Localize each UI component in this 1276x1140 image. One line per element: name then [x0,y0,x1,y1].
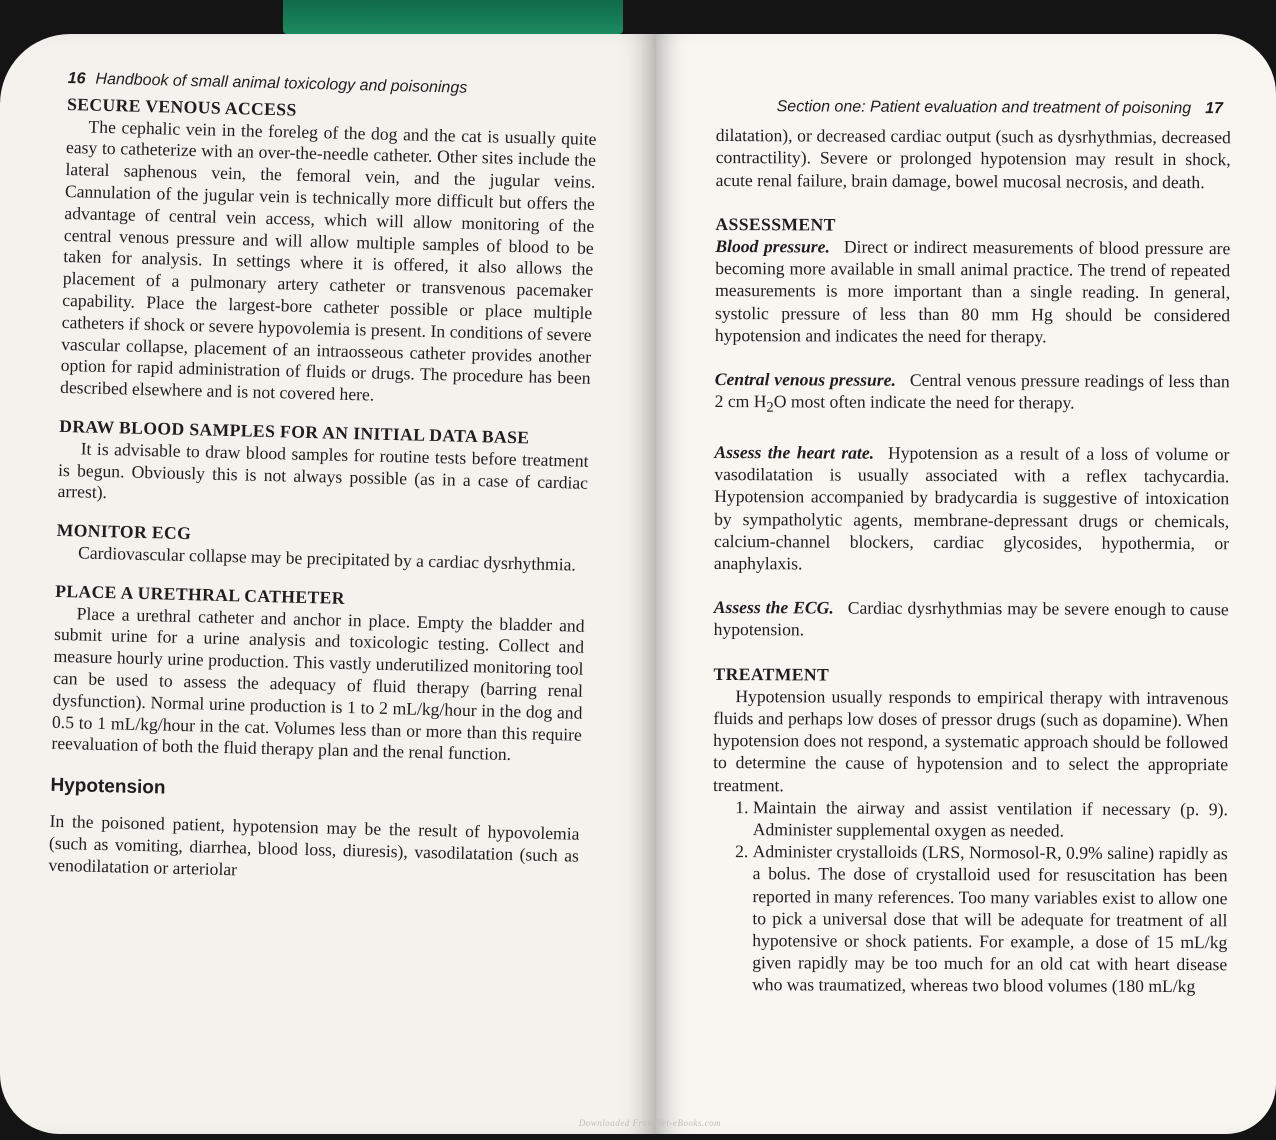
section-treatment [712,663,1228,998]
section-heading: DRAW BLOOD SAMPLES FOR AN INITIAL DATA BASE [59,415,530,448]
section-heading: SECURE VENOUS ACCESS [66,93,297,120]
right-page [656,34,1276,1134]
section-text: It is advisable to draw blood samples for routine tests before treatment is begun. Obviously this is not always possible (as in a case of cardiac arrest). [57,438,589,503]
cvp-text-a: Central venous pressure readings of less than 2 cm H [714,369,1230,412]
section-central-venous-pressure [715,368,1230,421]
hypotension-text: In the poisoned patient, hypotension may be the result of hypovolemia (such as vomiting, diarrhea, blood loss, diuresis), vasodilatation (such as venodilatation or arteriolar [48,810,580,879]
treatment-list-item: 1. Maintain the airway and assist ventilation if necessary (p. 9). Administer supplemental oxygen as needed. [753,796,1228,842]
left-running-head: Handbook of small animal toxicology and poisonings [95,70,468,97]
cvp-text-b: O most often indicate the need for therapy. [773,391,1075,413]
ecg-text: Cardiac dysrhythmias may be severe enough to cause hypotension. [713,597,1229,640]
cvp-subscript: 2 [766,399,774,417]
assessment-heading: ASSESSMENT [715,213,836,235]
ecg-paragraph [714,596,1229,643]
section-text: The cephalic vein in the foreleg of the dog and the cat is usually quite easy to catheterize with an over-the-needle catheter. Other sites include the lateral saphenous vein, the femoral vein, and the jugular veins. Cannulation of the jugular vein is technically more difficult but offers the advantage of central vein access, which will allow monitoring of the central venous pressure and will allow multiple samples of blood to be taken for analysis. In settings where it is offered, it also allows the placement of a pulmonary artery catheter or transvenous pacemaker capability. Place the largest-bore catheter possible or place multiple catheters if shock or severe hypovolemia is present. In conditions of severe vascular collapse, placement of an intraosseous catheter provides another option for rapid administration of fluids or drugs. The procedure has been described elsewhere and is not covered here. [59,116,597,405]
heart-rate-text: Hypotension as a result of a loss of volume or vasodilatation is usually associated with a reflex tachycardia. Hypotension accompanied by bradycardia is suggestive of intoxication by sympatholytic agents, membrane-depressant drugs or chemicals, calcium-channel blockers, cardiac glycosides, hypothermia, or anaphylaxis. [713,442,1230,574]
section-text: Cardiovascular collapse may be precipitated by a cardiac dysrhythmia. [77,542,577,575]
section-heart-rate [714,441,1230,576]
blood-pressure-paragraph [715,235,1230,348]
section-heading: MONITOR ECG [56,520,192,544]
treatment-heading: TREATMENT [713,663,830,685]
right-page-number: 17 [1205,100,1223,118]
book-bookmark-tab [283,0,623,34]
hypotension-heading: Hypotension [50,774,166,799]
section-text: Place a urethral catheter and anchor in place. Empty the bladder and submit urine for a urine analysis and toxicologic testing. Collect and measure hourly urine production. This vastly underutilized monitoring tool can be used to assess the adequacy of fluid therapy (barring renal dysfunction). Normal urine production is 1 to 2 mL/kg/hour in the dog and 0.5 to 1 mL/kg/hour in the cat. Volumes less than or more than this require reevaluation of both the fluid therapy plan and the renal function. [51,602,585,765]
download-watermark: Downloaded From Vet-eBooks.com [578,1118,722,1128]
section-ecg [714,596,1229,643]
cvp-label: Central venous pressure. [714,369,896,390]
treatment-list-item: 2. Administer crystalloids (LRS, Normosol-R, 0.9% saline) rapidly as a bolus. The dose of crystalloid used for resuscitation has been reported in many references. Too many variables exist to allow one to pick a universal dose that will be adequate for treatment of all hypotensive or shock patients. For example, a dose of 15 mL/kg given rapidly may be too much for an old cat with heart disease who was traumatized, whereas two blood volumes (180 mL/kg [752,840,1228,997]
treatment-text: Hypotension usually responds to empirical therapy with intravenous fluids and perhaps low doses of pressor drugs (such as dopamine). When hypotension does not respond, a systematic approach should be followed to determine the cause of hypotension and to select the appropriate treatment. [712,685,1229,795]
right-page-content [712,96,1231,998]
right-running-head: Section one: Patient evaluation and treatment of poisoning [776,98,1192,118]
blood-pressure-text: Direct or indirect measurements of blood pressure are becoming more available in small animal practice. The trend of repeated measurements is more important than a single reading. In general, systolic pressure of less than 80 mm Hg should be considered hypotension and indicates the need for therapy. [714,236,1231,347]
heart-rate-paragraph [714,441,1230,576]
heart-rate-label: Assess the heart rate. [714,441,875,463]
continuation-text: dilatation), or decreased cardiac output (such as dysrhythmias, decreased contractility). Severe or prolonged hypotension may result in shock, acute renal failure, brain damage, bowel mucosal necrosis, and death. [715,125,1231,192]
section-draw-blood-samples [57,416,589,516]
right-running-header [716,96,1231,120]
blood-pressure-label: Blood pressure. [715,236,830,257]
section-heading: PLACE A URETHRAL CATHETER [54,580,346,608]
left-page-number: 16 [67,69,86,88]
left-page-content [48,68,598,889]
section-monitor-ecg [56,520,587,577]
section-urethral-catheter [51,581,585,768]
cvp-paragraph [715,368,1230,421]
left-page [0,34,656,1134]
section-secure-venous-access [60,94,597,412]
treatment-list [712,796,1228,998]
ecg-label: Assess the ECG. [713,597,834,618]
section-assessment [715,213,1231,348]
